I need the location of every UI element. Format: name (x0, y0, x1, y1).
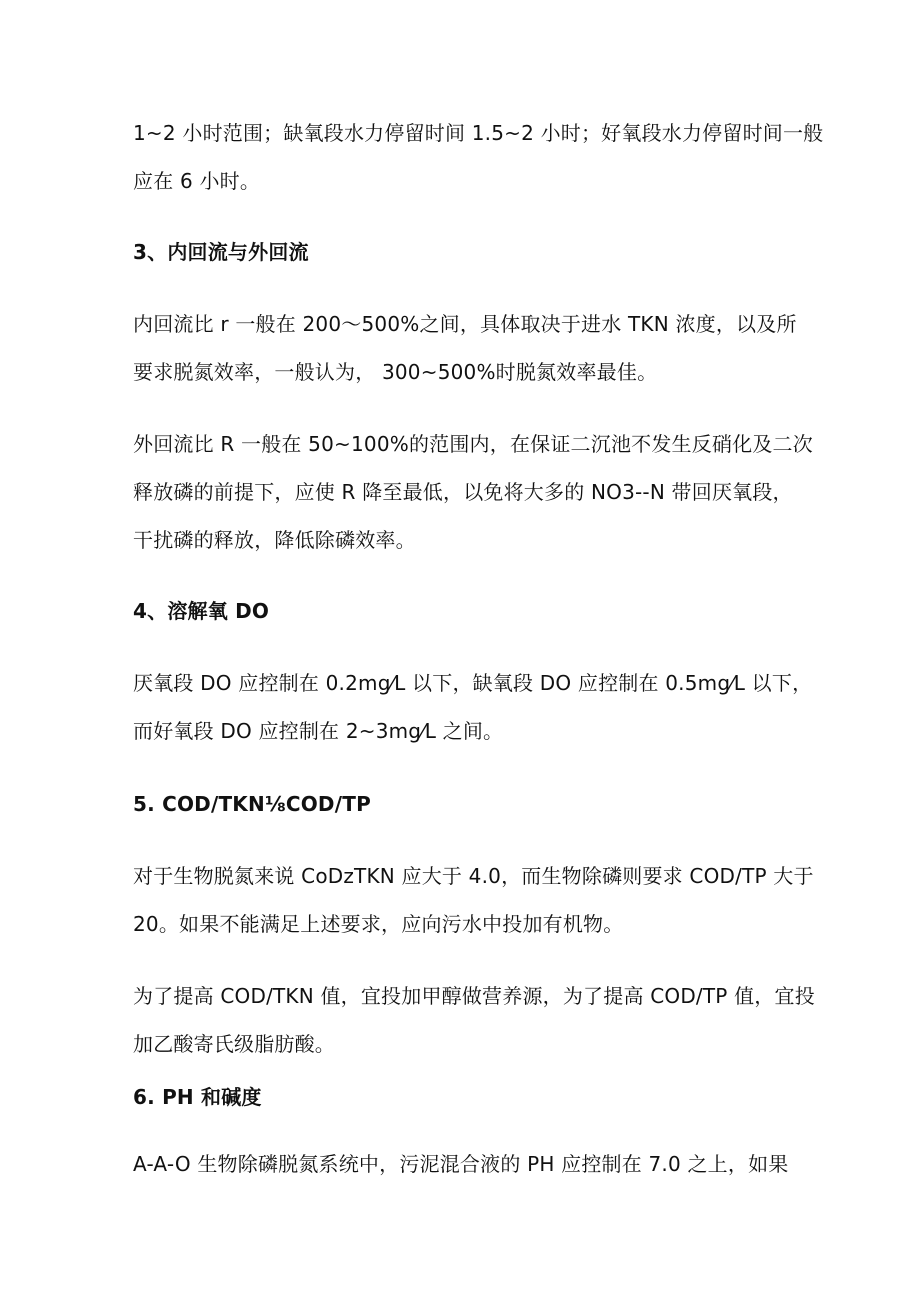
paragraph-line: 干扰磷的释放，降低除磷效率。 (133, 528, 416, 552)
paragraph-line: 加乙酸寄氏级脂肪酸。 (133, 1032, 335, 1056)
paragraph-line: 20。如果不能满足上述要求，应向污水中投加有机物。 (133, 912, 624, 936)
paragraph-line: 应在 6 小时。 (133, 169, 261, 193)
paragraph-line: 释放磷的前提下，应使 R 降至最低，以免将大多的 NO3--N 带回厌氧段， (133, 480, 793, 504)
paragraph-line: 外回流比 R 一般在 50~100%的范围内，在保证二沉池不发生反硝化及二次 (133, 432, 813, 456)
paragraph-line: A-A-O 生物除磷脱氮系统中，污泥混合液的 PH 应控制在 7.0 之上，如果 (133, 1152, 789, 1176)
section-heading-5: 5. COD/TKN⅛COD/TP (133, 792, 371, 816)
paragraph-line: 1~2 小时范围；缺氧段水力停留时间 1.5~2 小时；好氧段水力停留时间一般 (133, 121, 824, 145)
paragraph-line: 对于生物脱氮来说 CoDzTKN 应大于 4.0，而生物除磷则要求 COD/TP 大于 (133, 864, 814, 888)
paragraph-line: 为了提高 COD/TKN 值，宜投加甲醇做营养源，为了提高 COD/TP 值，宜投 (133, 984, 815, 1008)
paragraph-line: 要求脱氮效率，一般认为， 300~500%时脱氮效率最佳。 (133, 360, 658, 384)
section-heading-3: 3、内回流与外回流 (133, 240, 309, 264)
section-heading-4: 4、溶解氧 DO (133, 599, 270, 623)
section-heading-6: 6. PH 和碱度 (133, 1085, 262, 1109)
paragraph-line: 内回流比 r 一般在 200～500%之间，具体取决于进水 TKN 浓度，以及所 (133, 312, 797, 336)
paragraph-line: 厌氧段 DO 应控制在 0.2mg⁄L 以下，缺氧段 DO 应控制在 0.5mg⁄L 以下， (133, 671, 813, 695)
paragraph-line: 而好氧段 DO 应控制在 2~3mg⁄L 之间。 (133, 719, 504, 743)
